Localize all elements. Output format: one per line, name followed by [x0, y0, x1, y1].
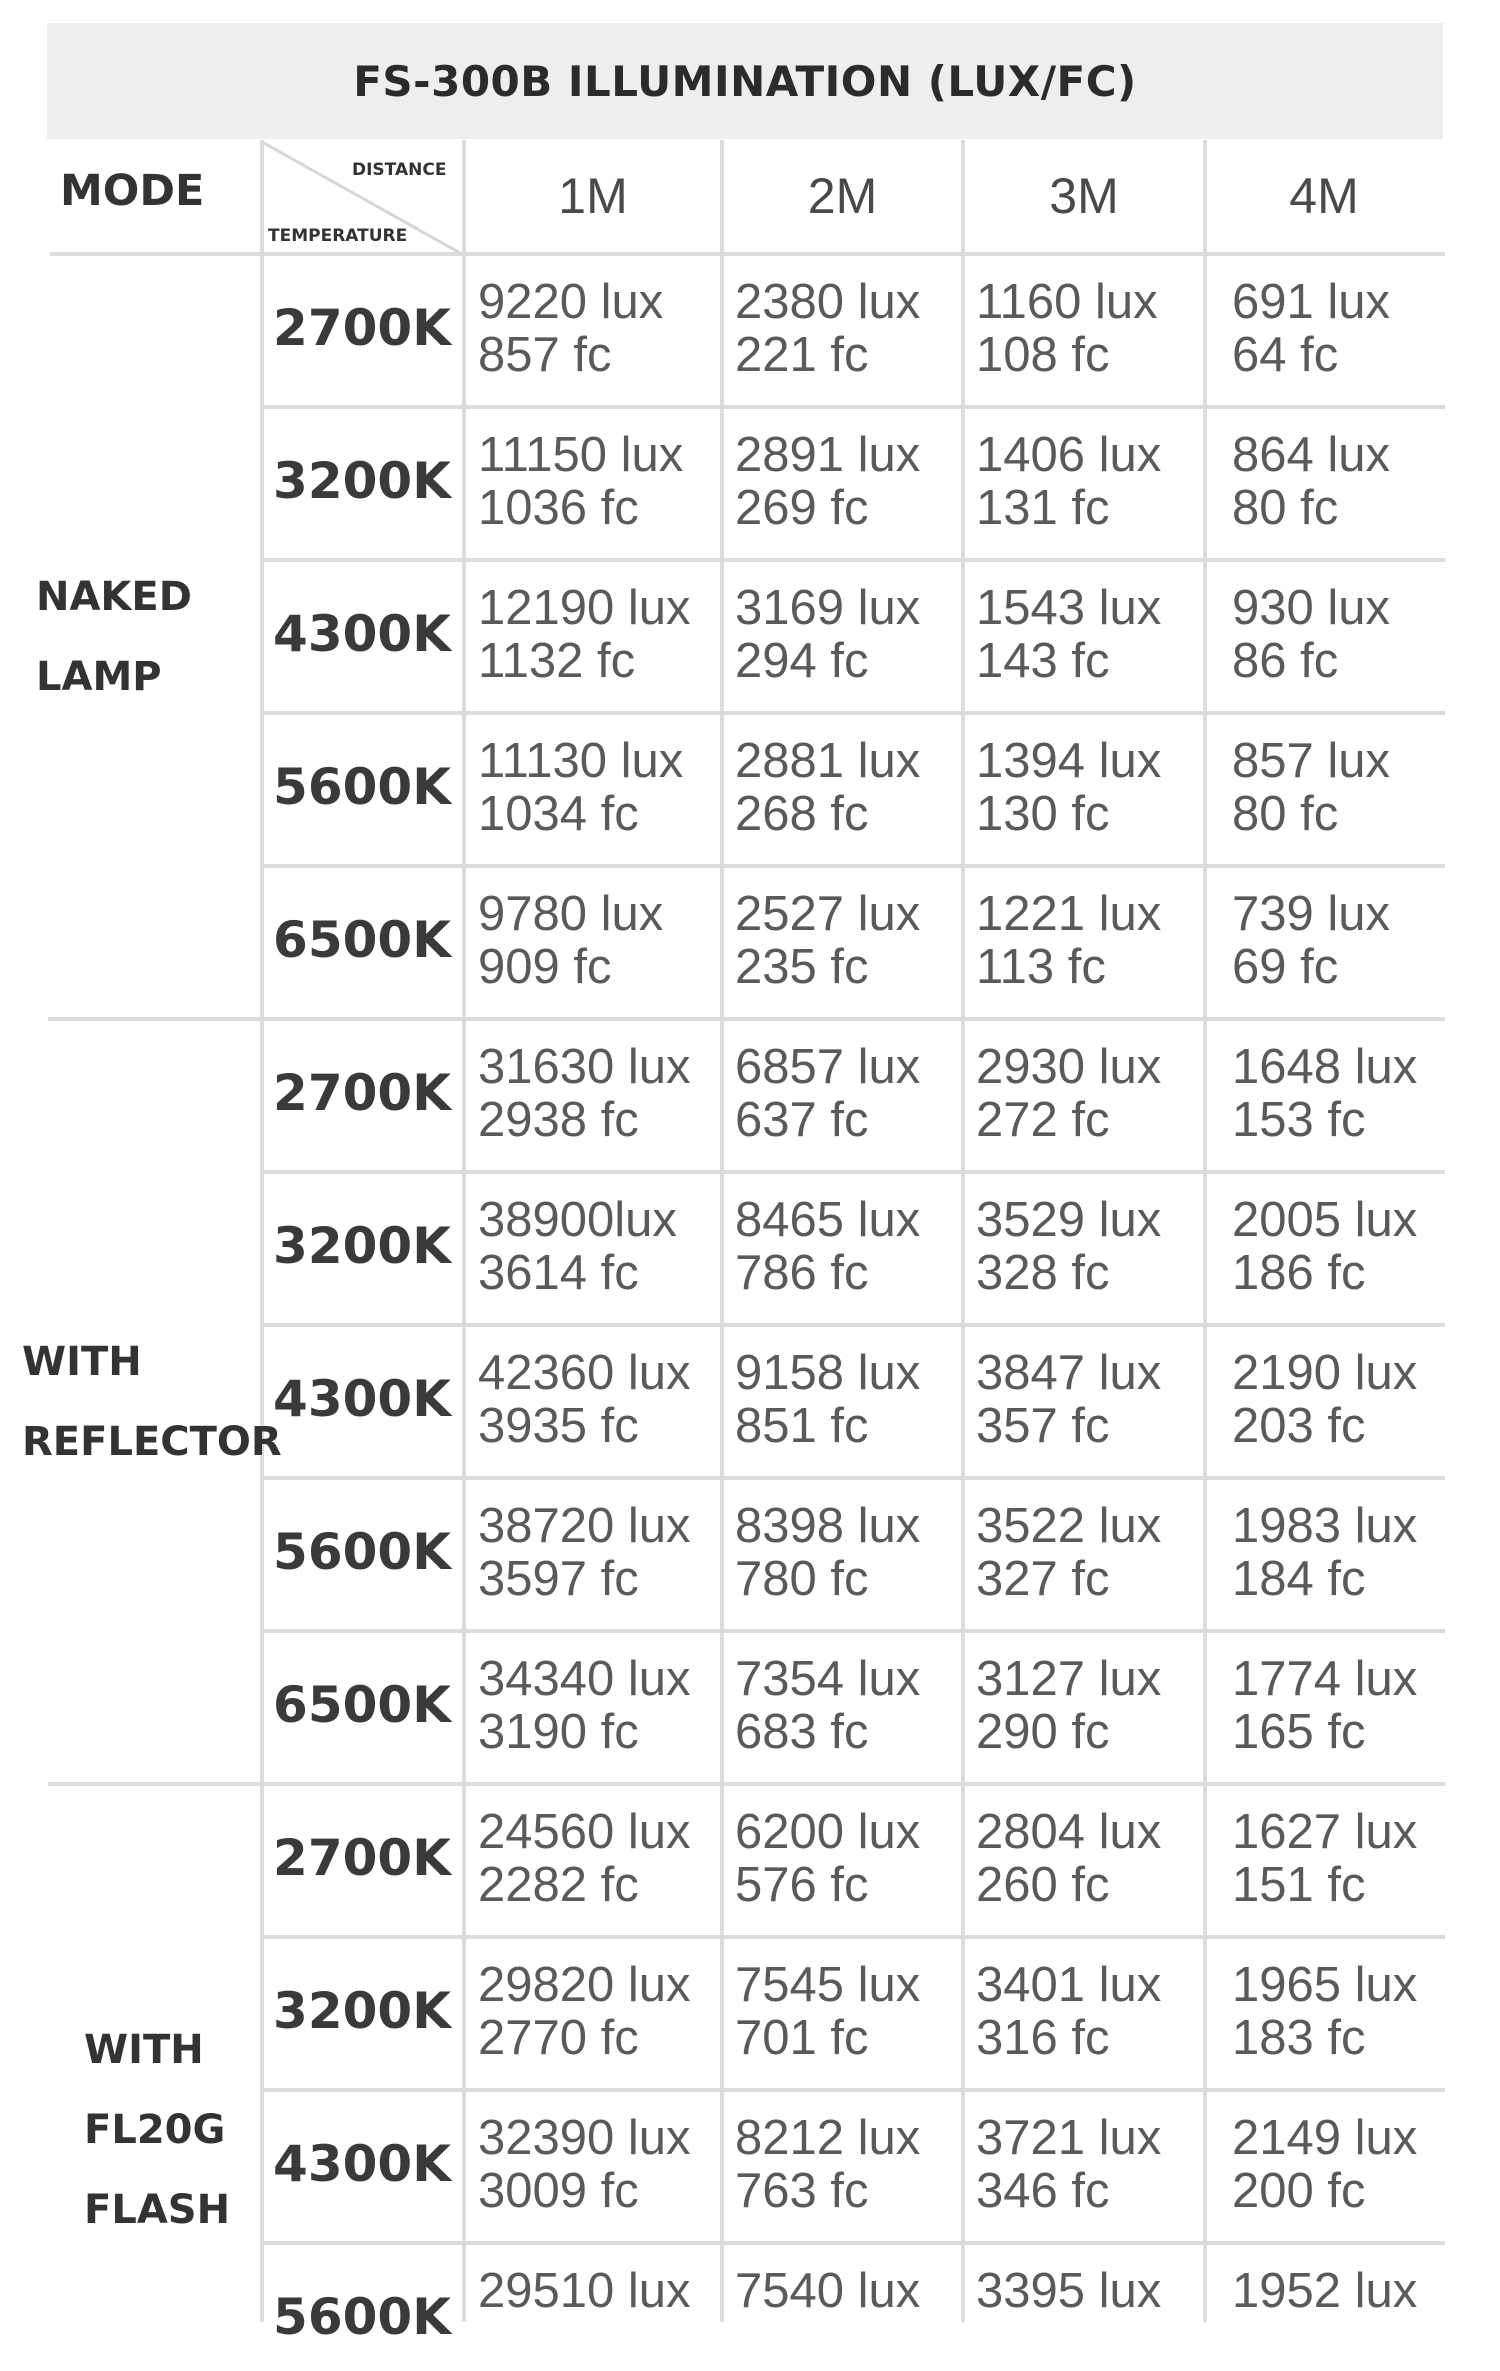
table-cell [735, 2265, 920, 2371]
table-cell [478, 582, 691, 688]
lux-value: 8398 lux [735, 1499, 921, 1553]
table-cell [735, 429, 920, 535]
fc-value: 80 fc [1232, 481, 1339, 535]
fc-value: 131 fc [976, 481, 1110, 535]
row-divider [48, 1017, 1445, 1021]
distance-column-header: 4M [1289, 168, 1359, 224]
fc-value: 80 fc [1232, 787, 1339, 841]
fc-value: 851 fc [735, 1399, 869, 1453]
table-cell [735, 1347, 920, 1453]
fc-value: 316 fc [976, 2011, 1110, 2065]
fc-value: 272 fc [976, 1093, 1110, 1147]
lux-value: 2804 lux [976, 1805, 1162, 1859]
table-cell [1232, 735, 1390, 841]
lux-value: 32390 lux [478, 2111, 691, 2165]
table-cell [478, 1500, 691, 1606]
table-cell [478, 1347, 691, 1453]
lux-value: 3847 lux [976, 1346, 1162, 1400]
diagonal-line [262, 142, 462, 254]
lux-value: 9780 lux [478, 887, 664, 941]
lux-value: 2190 lux [1232, 1346, 1418, 1400]
table-cell [976, 888, 1161, 994]
table-cell [976, 429, 1161, 535]
lux-value: 38900lux [478, 1193, 677, 1247]
table-cell [976, 1500, 1161, 1606]
table-cell [478, 1959, 691, 2065]
fc-value: 151 fc [1232, 1858, 1366, 1912]
fc-value: 763 fc [735, 2164, 869, 2218]
table-cell [735, 1041, 920, 1147]
lux-value: 3522 lux [976, 1499, 1162, 1553]
temperature-label: 5600K [273, 758, 451, 816]
table-cell [735, 735, 920, 841]
lux-value: 8465 lux [735, 1193, 921, 1247]
column-divider [720, 140, 724, 2322]
lux-value: 7354 lux [735, 1652, 921, 1706]
fc-value: 683 fc [735, 1705, 869, 1759]
row-divider [262, 1629, 1445, 1633]
lux-value: 2527 lux [735, 887, 921, 941]
fc-value: 268 fc [735, 787, 869, 841]
mode-label-line: REFLECTOR [22, 1418, 282, 1465]
mode-label-line: WITH [22, 1338, 142, 1385]
table-cell [478, 429, 683, 535]
lux-value: 9220 lux [478, 275, 664, 329]
mode-label-line: NAKED [36, 573, 192, 620]
table-cell [1232, 582, 1390, 688]
row-divider [262, 1476, 1445, 1480]
fc-value: 3597 fc [478, 1552, 639, 1606]
fc-value [735, 2318, 920, 2371]
lux-value: 1160 lux [976, 275, 1158, 329]
fc-value: 1036 fc [478, 481, 639, 535]
mode-label-line: WITH [84, 2027, 204, 2073]
table-cell [976, 1347, 1161, 1453]
temperature-axis-label: TEMPERATURE [268, 226, 408, 246]
table-cell [976, 1194, 1161, 1300]
lux-value: 1221 lux [976, 887, 1162, 941]
temperature-label: 6500K [273, 911, 451, 969]
fc-value: 357 fc [976, 1399, 1110, 1453]
temperature-label: 2700K [273, 1829, 451, 1887]
mode-label-line: FL20G [84, 2107, 226, 2153]
lux-value: 34340 lux [478, 1652, 691, 1706]
fc-value: 260 fc [976, 1858, 1110, 1912]
row-divider [48, 1782, 1445, 1786]
table-cell [976, 276, 1158, 382]
table-cell [735, 1959, 920, 2065]
lux-value: 691 lux [1232, 275, 1391, 329]
lux-value: 31630 lux [478, 1040, 691, 1094]
fc-value: 1132 fc [478, 634, 636, 688]
lux-value: 3395 lux [976, 2264, 1162, 2318]
fc-value: 153 fc [1232, 1093, 1366, 1147]
table-cell [478, 276, 663, 382]
lux-value: 1543 lux [976, 581, 1162, 635]
table-cell [1232, 2265, 1417, 2371]
table-cell [1232, 1653, 1417, 1759]
mode-column-header: MODE [60, 166, 205, 216]
fc-value: 143 fc [976, 634, 1110, 688]
column-divider [1203, 140, 1207, 2322]
table-cell [976, 735, 1161, 841]
lux-value: 3721 lux [976, 2111, 1162, 2165]
fc-value: 183 fc [1232, 2011, 1366, 2065]
fc-value: 186 fc [1232, 1246, 1366, 1300]
fc-value: 200 fc [1232, 2164, 1366, 2218]
row-divider [262, 1323, 1445, 1327]
lux-value: 12190 lux [478, 581, 691, 635]
distance-axis-label: DISTANCE [352, 160, 447, 180]
table-cell [735, 2112, 920, 2218]
lux-value: 1394 lux [976, 734, 1162, 788]
lux-value: 8212 lux [735, 2111, 921, 2165]
lux-value: 864 lux [1232, 428, 1391, 482]
fc-value [1232, 2318, 1417, 2371]
lux-value: 9158 lux [735, 1346, 921, 1400]
table-cell [478, 1653, 691, 1759]
table-cell [478, 735, 683, 841]
row-divider [262, 711, 1445, 715]
fc-value: 2282 fc [478, 1858, 639, 1912]
mode-label [22, 1322, 282, 1482]
table-cell [735, 1653, 920, 1759]
table-title: FS-300B ILLUMINATION (LUX/FC) [353, 56, 1137, 106]
table-cell [1232, 1194, 1417, 1300]
table-cell [976, 582, 1161, 688]
fc-value: 86 fc [1232, 634, 1339, 688]
table-cell [478, 888, 663, 994]
distance-column-header: 1M [558, 168, 628, 224]
mode-label-line: FLASH [84, 2187, 231, 2233]
lux-value: 3401 lux [976, 1958, 1162, 2012]
mode-label [36, 557, 192, 717]
fc-value: 69 fc [1232, 940, 1339, 994]
fc-value: 294 fc [735, 634, 869, 688]
fc-value: 327 fc [976, 1552, 1110, 1606]
mode-label [84, 2010, 230, 2250]
row-divider [262, 558, 1445, 562]
fc-value: 290 fc [976, 1705, 1110, 1759]
fc-value: 3935 fc [478, 1399, 639, 1453]
fc-value: 184 fc [1232, 1552, 1366, 1606]
temperature-label: 2700K [273, 1064, 451, 1122]
lux-value: 11150 lux [478, 428, 684, 482]
table-cell [478, 2265, 691, 2371]
fc-value: 3614 fc [478, 1246, 639, 1300]
table-cell [1232, 888, 1390, 994]
temperature-label: 4300K [273, 2135, 451, 2193]
table-cell [735, 582, 920, 688]
fc-value: 269 fc [735, 481, 869, 535]
row-divider [262, 2088, 1445, 2092]
lux-value: 1774 lux [1232, 1652, 1418, 1706]
lux-value: 1627 lux [1232, 1805, 1418, 1859]
fc-value: 2938 fc [478, 1093, 639, 1147]
lux-value: 930 lux [1232, 581, 1391, 635]
temperature-label: 4300K [273, 1370, 451, 1428]
table-cell [735, 1500, 920, 1606]
table-cell [735, 888, 920, 994]
temperature-label: 3200K [273, 1217, 451, 1275]
fc-value: 2770 fc [478, 2011, 639, 2065]
table-cell [478, 2112, 691, 2218]
table-cell [1232, 1959, 1417, 2065]
temperature-label: 3200K [273, 1982, 451, 2040]
mode-label-line: LAMP [36, 653, 162, 700]
lux-value: 11130 lux [478, 734, 684, 788]
table-cell [976, 1041, 1161, 1147]
fc-value: 637 fc [735, 1093, 869, 1147]
row-divider [262, 2241, 1445, 2245]
distance-column-header: 2M [807, 168, 878, 224]
fc-value: 221 fc [735, 328, 869, 382]
fc-value: 130 fc [976, 787, 1110, 841]
lux-value: 7540 lux [735, 2264, 921, 2318]
fc-value: 576 fc [735, 1858, 869, 1912]
temperature-label: 5600K [273, 1523, 451, 1581]
fc-value: 165 fc [1232, 1705, 1366, 1759]
lux-value: 2881 lux [735, 734, 921, 788]
table-cell [976, 1806, 1161, 1912]
lux-value: 42360 lux [478, 1346, 691, 1400]
fc-value [976, 2318, 1161, 2371]
fc-value: 909 fc [478, 940, 612, 994]
lux-value: 2380 lux [735, 275, 921, 329]
lux-value: 2891 lux [735, 428, 921, 482]
lux-value: 6200 lux [735, 1805, 921, 1859]
fc-value: 328 fc [976, 1246, 1110, 1300]
lux-value: 1406 lux [976, 428, 1162, 482]
table-cell [976, 2265, 1161, 2371]
fc-value: 701 fc [735, 2011, 869, 2065]
table-cell [1232, 1041, 1417, 1147]
fc-value: 108 fc [976, 328, 1110, 382]
temperature-label: 6500K [273, 1676, 451, 1734]
fc-value: 3190 fc [478, 1705, 639, 1759]
table-cell [1232, 2112, 1417, 2218]
lux-value: 1965 lux [1232, 1958, 1418, 2012]
table-cell [478, 1041, 691, 1147]
column-divider [961, 140, 965, 2322]
table-cell [976, 1653, 1161, 1759]
fc-value: 3009 fc [478, 2164, 639, 2218]
lux-value: 38720 lux [478, 1499, 691, 1553]
table-cell [478, 1806, 691, 1912]
table-cell [735, 1194, 920, 1300]
row-divider [262, 864, 1445, 868]
fc-value: 113 fc [976, 940, 1106, 994]
temperature-label: 2700K [273, 299, 451, 357]
fc-value: 64 fc [1232, 328, 1339, 382]
fc-value [478, 2318, 691, 2371]
temperature-label: 5600K [273, 2288, 451, 2346]
lux-value: 2930 lux [976, 1040, 1162, 1094]
row-divider [262, 1935, 1445, 1939]
temperature-label: 4300K [273, 605, 451, 663]
table-cell [976, 2112, 1161, 2218]
table-cell [1232, 1347, 1417, 1453]
lux-value: 1648 lux [1232, 1040, 1418, 1094]
lux-value: 3169 lux [735, 581, 921, 635]
row-divider [262, 405, 1445, 409]
table-cell [735, 276, 920, 382]
lux-value: 7545 lux [735, 1958, 921, 2012]
lux-value: 6857 lux [735, 1040, 921, 1094]
lux-value: 739 lux [1232, 887, 1391, 941]
fc-value: 1034 fc [478, 787, 639, 841]
lux-value: 3127 lux [976, 1652, 1162, 1706]
lux-value: 1952 lux [1232, 2264, 1418, 2318]
fc-value: 786 fc [735, 1246, 869, 1300]
lux-value: 29510 lux [478, 2264, 691, 2318]
table-cell [478, 1194, 677, 1300]
table-cell [735, 1806, 920, 1912]
lux-value: 2005 lux [1232, 1193, 1418, 1247]
lux-value: 24560 lux [478, 1805, 691, 1859]
lux-value: 1983 lux [1232, 1499, 1418, 1553]
table-cell [1232, 1500, 1417, 1606]
fc-value: 203 fc [1232, 1399, 1366, 1453]
lux-value: 2149 lux [1232, 2111, 1418, 2165]
column-divider [462, 140, 466, 2322]
table-cell [1232, 429, 1390, 535]
lux-value: 29820 lux [478, 1958, 691, 2012]
fc-value: 780 fc [735, 1552, 869, 1606]
distance-column-header: 3M [1049, 168, 1119, 224]
fc-value: 346 fc [976, 2164, 1110, 2218]
lux-value: 857 lux [1232, 734, 1391, 788]
fc-value: 857 fc [478, 328, 612, 382]
lux-value: 3529 lux [976, 1193, 1162, 1247]
table-cell [1232, 1806, 1417, 1912]
row-divider [262, 1170, 1445, 1174]
fc-value: 235 fc [735, 940, 869, 994]
table-cell [1232, 276, 1390, 382]
table-cell [976, 1959, 1161, 2065]
temperature-label: 3200K [273, 452, 451, 510]
